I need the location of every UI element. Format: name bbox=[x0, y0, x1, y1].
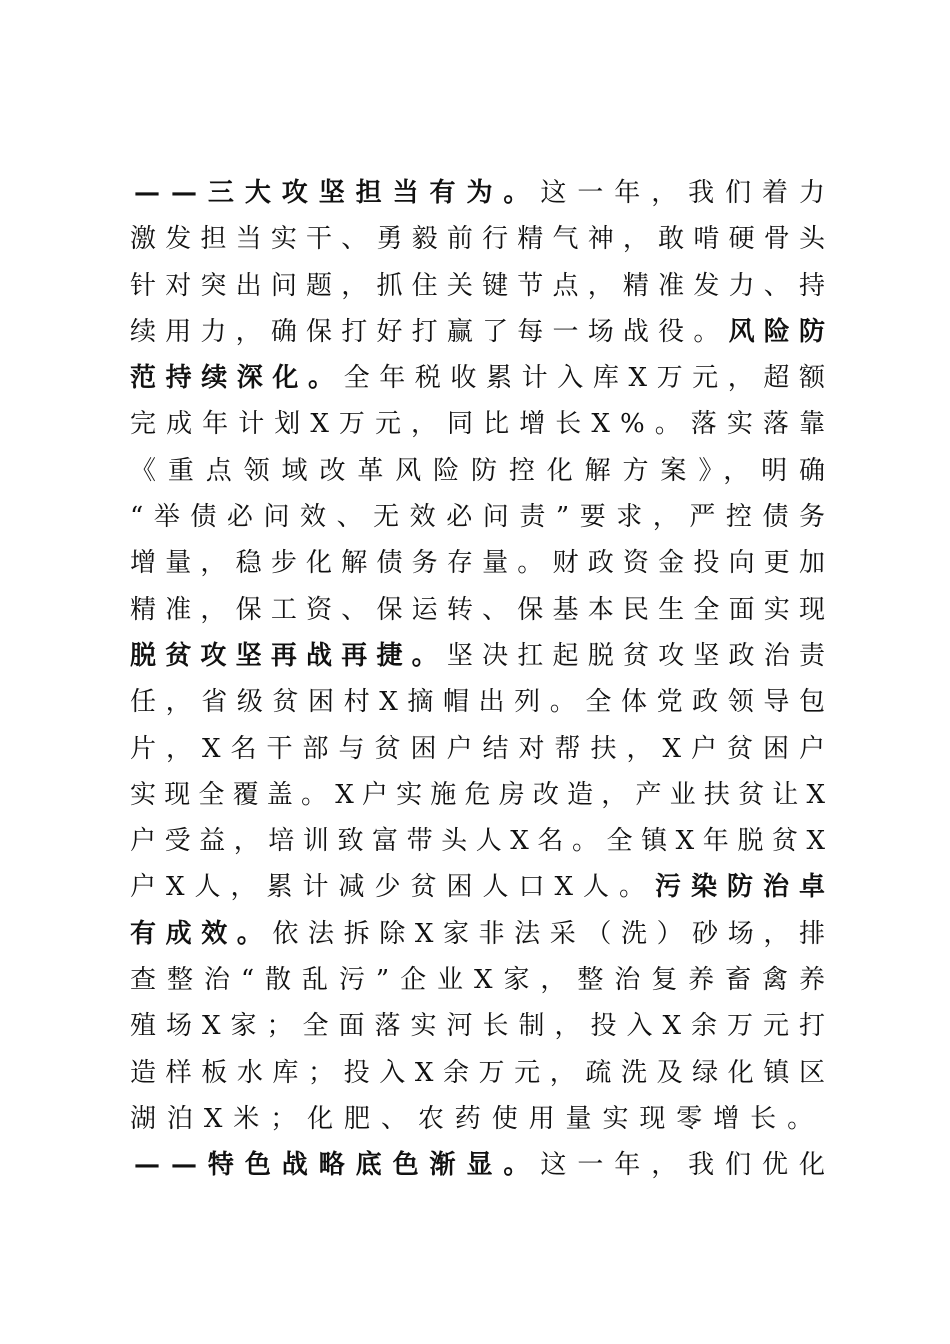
body-text: “举债必问效、无效必问责”要求，严控债务 bbox=[130, 502, 836, 533]
body-text: 这一年，我们着力 bbox=[540, 178, 836, 208]
text-line bbox=[130, 1142, 836, 1188]
body-text: 精准，保工资、保运转、保基本民生全面实现 bbox=[130, 594, 835, 625]
body-text: 《重点领域改革风险防控化解方案》，明确 bbox=[130, 455, 837, 486]
body-text: 任，省级贫困村X摘帽出列。全体党政领导包 bbox=[130, 687, 835, 718]
text-line bbox=[130, 263, 834, 309]
body-text: 依法拆除X家非法采（洗）砂场，排 bbox=[272, 918, 835, 949]
text-line bbox=[130, 1050, 835, 1096]
body-text: 殖场X家；全面落实河长制，投入X余万元打 bbox=[130, 1011, 835, 1042]
text-line bbox=[130, 679, 835, 725]
body-text: 激发担当实干、勇毅前行精气神，敢啃硬骨头 bbox=[130, 224, 835, 255]
text-line bbox=[130, 726, 835, 772]
text-line bbox=[130, 309, 834, 355]
text-line bbox=[130, 772, 833, 818]
body-text: 全年税收累计入库X万元，超额 bbox=[343, 363, 835, 394]
body-text: 湖泊X米；化肥、农药使用量实现零增长。 bbox=[130, 1103, 824, 1134]
body-text: 针对突出问题，抓住关键节点，精准发力、持 bbox=[130, 270, 835, 301]
text-line bbox=[130, 448, 837, 494]
text-line bbox=[130, 1003, 835, 1049]
body-text: 这一年，我们优化 bbox=[540, 1150, 836, 1181]
body-text: 坚决扛起脱贫攻坚政治责 bbox=[446, 640, 835, 671]
bold-heading-text: 范持续深化。 bbox=[130, 363, 344, 394]
text-line bbox=[130, 170, 836, 216]
text-line bbox=[130, 494, 836, 540]
document-body bbox=[130, 170, 837, 1189]
text-line bbox=[130, 911, 835, 957]
text-line bbox=[130, 1096, 825, 1142]
body-text: 查整治“散乱污”企业X家，整治复养畜禽养 bbox=[130, 965, 836, 996]
bold-heading-text: ——三大攻坚担当有为。 bbox=[134, 178, 541, 208]
body-text: 增量，稳步化解债务存量。财政资金投向更加 bbox=[130, 548, 835, 579]
bold-heading-text: 脱贫攻坚再战再捷。 bbox=[130, 640, 447, 671]
bold-heading-text: 污染防治卓 bbox=[654, 872, 835, 903]
body-text: 户X人，累计减少贫困人口X人。 bbox=[130, 872, 655, 903]
text-line bbox=[130, 401, 835, 447]
text-line bbox=[130, 957, 836, 1003]
text-line bbox=[130, 864, 835, 910]
body-text: 造样板水库；投入X余万元，疏洗及绿化镇区 bbox=[130, 1057, 835, 1088]
document-page bbox=[130, 170, 837, 1189]
text-line bbox=[130, 355, 835, 401]
text-line bbox=[130, 818, 834, 864]
bold-heading-text: 风险防 bbox=[728, 316, 835, 347]
text-line bbox=[130, 587, 834, 633]
body-text: 完成年计划X万元，同比增长X%。落实落靠 bbox=[130, 409, 836, 440]
bold-heading-text: 有成效。 bbox=[130, 918, 273, 949]
body-text: 片，X名干部与贫困户结对帮扶，X户贫困户 bbox=[130, 733, 835, 764]
body-text: 户受益，培训致富带头人X名。全镇X年脱贫X bbox=[130, 826, 834, 857]
body-text: 实现全覆盖。X户实施危房改造，产业扶贫让X bbox=[130, 779, 834, 810]
bold-heading-text: ——特色战略底色渐显。 bbox=[134, 1150, 541, 1181]
text-line bbox=[130, 633, 834, 679]
text-line bbox=[130, 216, 834, 262]
text-line bbox=[130, 540, 834, 586]
body-text: 续用力，确保打好打赢了每一场战役。 bbox=[130, 316, 729, 347]
